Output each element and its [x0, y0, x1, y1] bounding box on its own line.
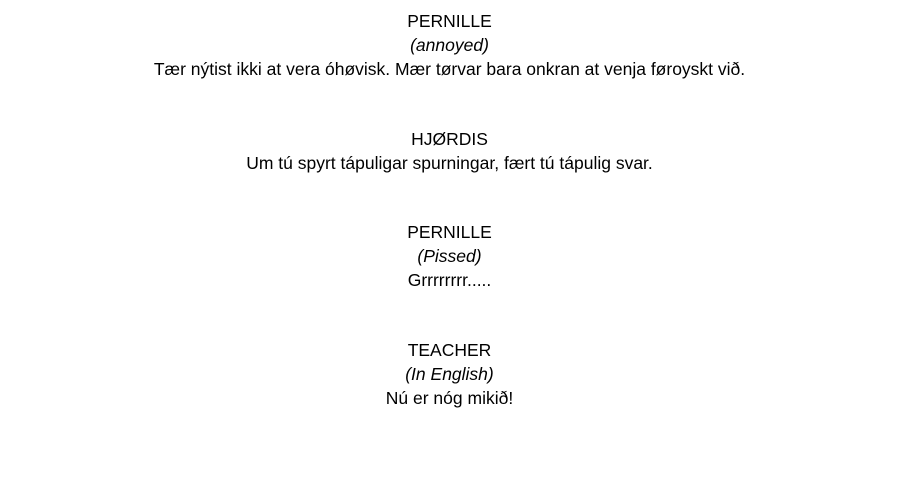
parenthetical: (Pissed) [417, 246, 482, 266]
character-name: TEACHER [407, 340, 492, 360]
dialogue-block-pernille [0, 220, 899, 292]
dialogue-block-hjordis [0, 127, 899, 175]
dialogue-line: Nú er nóg mikið! [385, 388, 514, 408]
dialogue-line: Tær nýtist ikki at vera óhøvisk. Mær tørvar bara onkran at venja føroyskt við. [153, 59, 746, 79]
character-name: PERNILLE [407, 222, 492, 242]
parenthetical: (In English) [405, 364, 494, 384]
dialogue-line: Um tú spyrt tápuligar spurningar, fært tú tápulig svar. [246, 153, 653, 173]
dialogue-block-pernille [0, 9, 899, 81]
parenthetical: (annoyed) [410, 35, 489, 55]
dialogue-line: Grrrrrrrr..... [407, 270, 492, 290]
dialogue-block-teacher [0, 338, 899, 410]
character-name: HJØRDIS [411, 129, 488, 149]
character-name: PERNILLE [407, 11, 492, 31]
